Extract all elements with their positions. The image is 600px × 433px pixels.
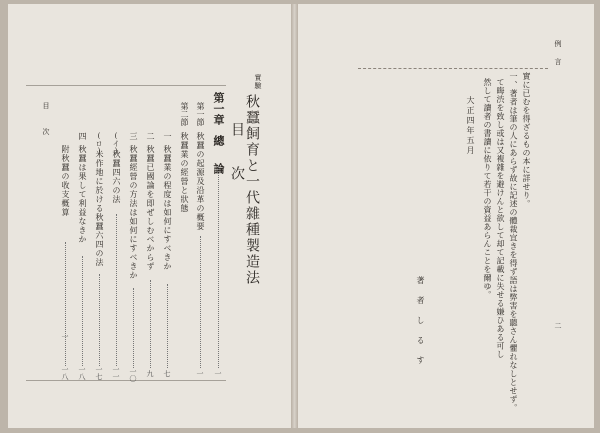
item-1-page: 七 <box>163 370 171 377</box>
right-page-number: 二 <box>554 322 562 329</box>
chapter-1-label: 第一章 <box>212 92 225 125</box>
item-6-page: 一八 <box>78 366 86 380</box>
item-4-title: 秋蠶四六の法 <box>112 150 121 204</box>
left-page <box>8 4 292 428</box>
item-3-leader <box>133 288 134 368</box>
preface-top-rule <box>358 68 548 69</box>
section-1-page: 一 <box>196 370 204 377</box>
item-2-title: 秋蠶已國論を即ぜしむべからず <box>146 145 155 271</box>
item-5-label: (ロ) <box>95 132 103 155</box>
item-1-leader <box>167 284 168 368</box>
chapter-1-leader <box>218 166 219 368</box>
item-3-title: 秋蠶經營の方法は如何にすべきか <box>129 145 138 280</box>
section-1-title: 秋蠶の起源及沿革の概要 <box>196 132 205 231</box>
toc-heading: 目 次 <box>229 122 245 188</box>
item-5-title: 米作地に於ける秋蠶六四の法 <box>95 150 104 267</box>
item-3-page: 一〇 <box>129 368 137 382</box>
section-2-label: 第二節 <box>180 102 189 126</box>
toc-top-rule <box>26 85 226 86</box>
item-4-label: (イ) <box>112 132 120 155</box>
left-page-number-mark: 一 <box>61 333 69 340</box>
item-7-leader <box>65 242 66 366</box>
section-1-label: 第一節 <box>196 102 205 126</box>
item-7-page: 一八 <box>61 366 69 380</box>
item-4-page: 一一 <box>112 366 120 380</box>
item-1-label: 一 <box>163 132 172 140</box>
preface-line-4: 然して讀者の書讀に依りて若干の資益あらんことを爾ゆ。 <box>483 78 492 299</box>
item-7-title: 附秋蠶の收支概算 <box>61 145 70 217</box>
preface-date: 大正四年五月 <box>466 96 475 156</box>
preface-line-1: 實に已むを得ざるもの本に詳せり。 <box>522 72 531 208</box>
section-2-title: 秋蠶業の經營と狀態 <box>180 132 189 213</box>
chapter-1-page: 一 <box>214 370 222 377</box>
margin-label: 目 次 <box>42 102 50 141</box>
item-3-label: 三 <box>129 132 138 140</box>
book-gutter <box>291 4 298 428</box>
item-6-leader <box>82 256 83 366</box>
chapter-1-title: 總 論 <box>212 135 225 177</box>
header-label: 例 言 <box>554 40 562 67</box>
item-2-label: 二 <box>146 132 155 140</box>
preface-line-2: 一、著者は筆の人にあらず故に記述の體裁宜きを得ず語は弊害を聽さん懼れなしとせず。 <box>509 72 518 412</box>
item-6-label: 四 <box>78 132 87 140</box>
item-4-leader <box>116 214 117 366</box>
toc-bottom-rule <box>26 380 226 381</box>
item-5-leader <box>99 274 100 366</box>
preface-line-3: て晦渋を致し或は又複雜を避けんと欲して却て記載に失せる嫌ひある可し <box>496 78 505 359</box>
preface-author: 著 者 し る す <box>416 276 425 366</box>
section-1-leader <box>200 236 201 368</box>
right-page <box>298 4 594 428</box>
item-6-title: 秋蠶は果して利益なきか <box>78 145 87 244</box>
book-prefix: 實驗 <box>254 74 262 90</box>
item-5-page: 一七 <box>95 366 103 380</box>
book-title: 秋蠶飼育と一代雜種製造法 <box>244 94 260 286</box>
item-1-title: 秋蠶業の程度は如何にすべきか <box>163 145 172 271</box>
item-2-page: 九 <box>146 370 154 377</box>
item-2-leader <box>150 280 151 368</box>
